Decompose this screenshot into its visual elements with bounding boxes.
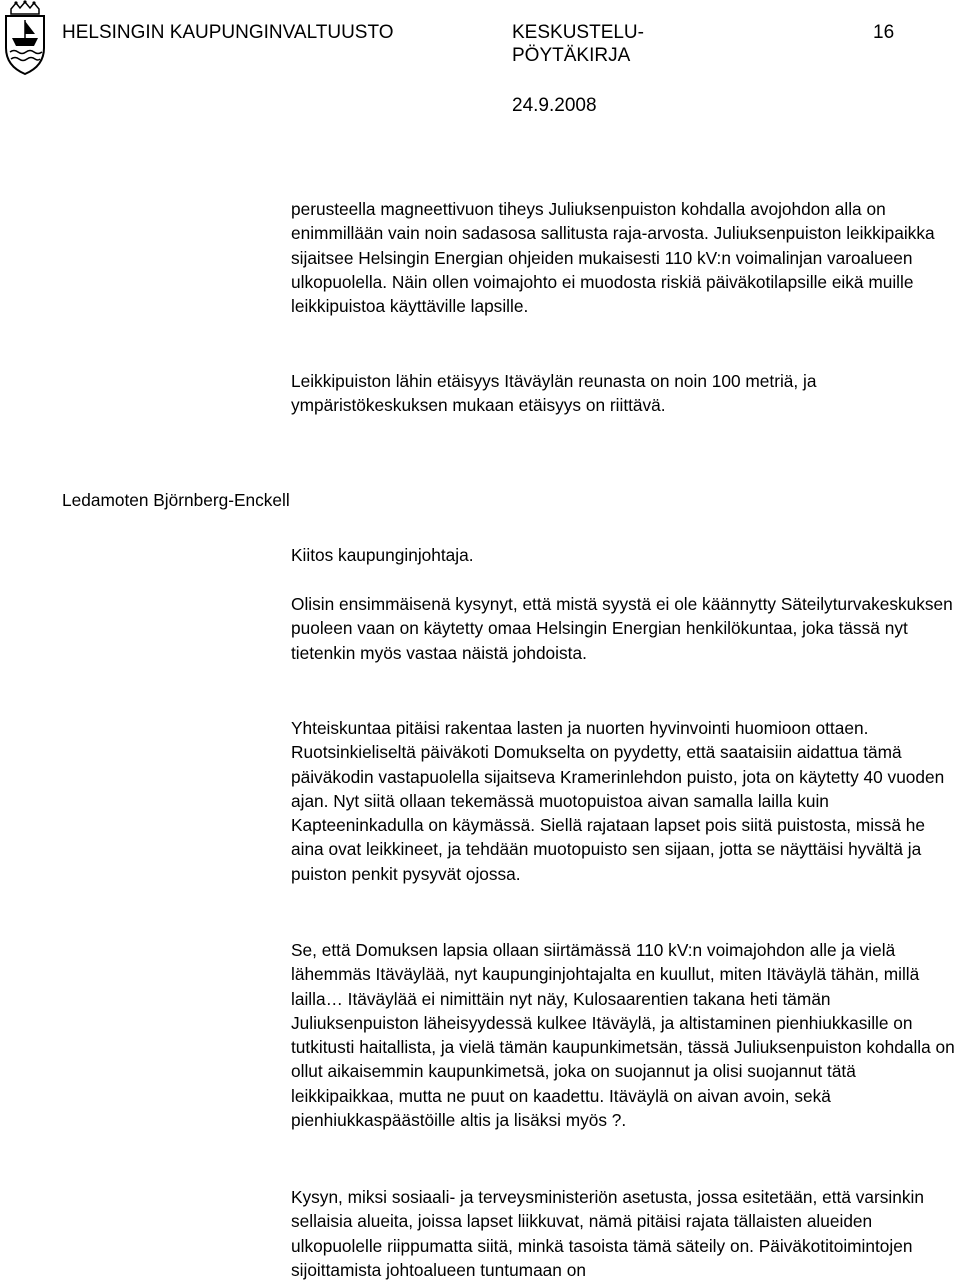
document-type: KESKUSTELU-PÖYTÄKIRJA (512, 22, 644, 66)
organization-name: HELSINGIN KAUPUNGINVALTUUSTO (62, 22, 394, 43)
paragraph: perusteella magneettivuon tiheys Juliuksenpuiston kohdalla avojohdon alla on enimmillään vain noin sadasosa sallitusta raja-arvosta. Juliuksenpuiston leikkipaikka sijaitsee Helsingin Energian ohjeiden mukaisesti 110 kV:n voimalinjan varoalueen ulkopuolella. Näin ollen voimajohto ei muodosta riskiä päiväkotilapsille eikä muille leikkipuistoa käyttäville lapsille. (291, 199, 935, 317)
speech-paragraph: Olisin ensimmäisenä kysynyt, että mistä syystä ei ole käännytty Säteilyturvakeskuksen puoleen vaan on käytetty omaa Helsingin Energian henkilökuntaa, joka tässä nyt tietenkin myös vastaa näistä johdoista. (291, 594, 953, 663)
document-date: 24.9.2008 (512, 95, 597, 116)
speech-paragraph: Yhteiskuntaa pitäisi rakentaa lasten ja nuorten hyvinvointi huomioon ottaen. Ruotsinkieliseltä päiväkoti Domukselta on pyydetty, että saataisiin aidattua tämä päiväkodin vastapuolella sijaitseva Kramerinlehdon puisto, jota on käytetty 40 vuoden ajan. Nyt siitä ollaan tekemässä muotopuistoa aivan samalla lailla kuin Kapteeninkadulla on käymässä. Siellä rajataan lapset pois siitä puistosta, missä he aina ovat leikkineet, ja tehdään muotopuisto sen sijaan, jotta se näyttäisi hyvältä ja puiston penkit pysyvät ojossa. (291, 718, 945, 884)
speech-paragraph: Kysyn, miksi sosiaali- ja terveysministeriön asetusta, jossa esitetään, että varsinkin sellaisia alueita, joissa lapset liikkuvat, nämä pitäisi rajata tällaisten alueiden ulkopuolelle riippumatta siitä, minkä tasoista tämä säteily on. Päiväkotitoimintojen sijoittamista johtoalueen tuntumaan on (291, 1187, 924, 1280)
speech-paragraph: Kiitos kaupunginjohtaja. (291, 545, 474, 565)
paragraph: Leikkipuiston lähin etäisyys Itäväylän reunasta on noin 100 metriä, ja ympäristökeskuksen mukaan etäisyys on riittävä. (291, 371, 817, 416)
helsinki-coat-of-arms-icon (2, 0, 48, 76)
page-number: 16 (873, 22, 895, 43)
speech-paragraph: Se, että Domuksen lapsia ollaan siirtämässä 110 kV:n voimajohdon alle ja vielä lähemmäs Itäväylää, nyt kaupunginjohtajalta en kuullut, miten Itäväylä tähän, millä lailla… Itäväylää ei nimittäin nyt näy, Kulosaarentien takana heti tämän Juliuksenpuiston läheisyydessä kulkee Itäväylä, ja altistaminen pienhiukkasille on tutkitusti haitallista, ja vielä tämän kaupunkimetsän, tässä Juliuksenpuiston kohdalla on ollut aikaisemmin kaupunkimetsä, joka on suojannut ja olisi suojannut tätä leikkipaikkaa, mutta ne puut on kaadettu. Itäväylä on aivan avoin, sekä pienhiukkaspäästöille altis ja lisäksi myös ?. (291, 940, 955, 1131)
speaker-name: Ledamoten Björnberg-Enckell (62, 490, 290, 510)
